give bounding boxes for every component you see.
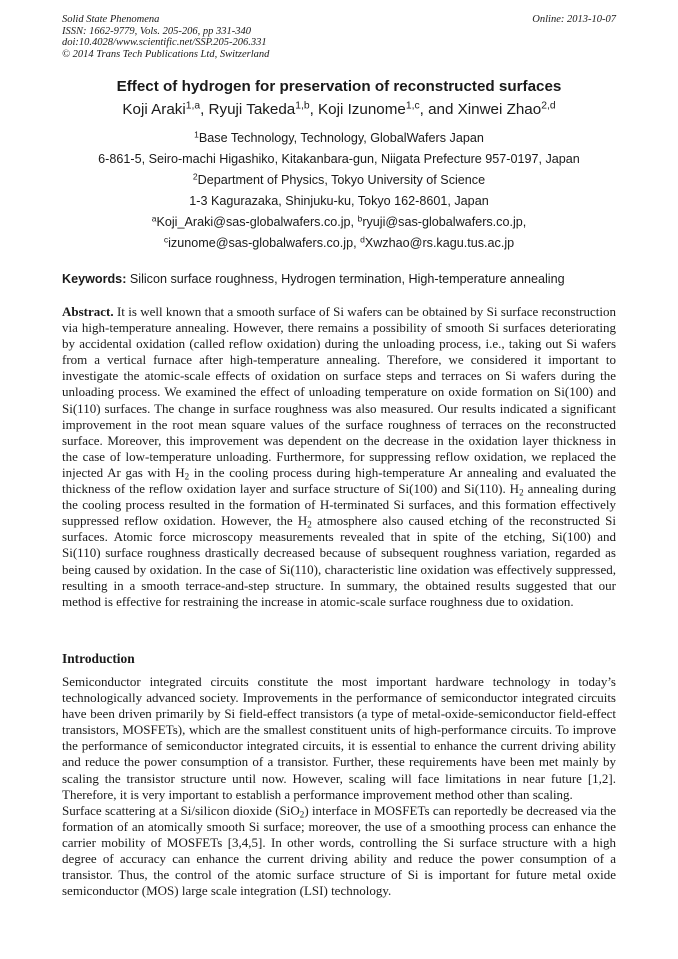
introduction-heading: Introduction <box>62 651 135 666</box>
author-name: Koji Araki <box>122 101 186 118</box>
introduction-section <box>62 674 616 899</box>
author-affiliation-mark: 1,b <box>295 100 310 112</box>
author-name: Ryuji Takeda <box>208 101 296 118</box>
keywords-text: Silicon surface roughness, Hydrogen termination, High-temperature annealing <box>126 272 565 286</box>
email-address: izunome@sas-globalwafers.co.jp, <box>168 236 361 250</box>
abstract-section <box>62 304 616 610</box>
email-address: Koji_Araki@sas-globalwafers.co.jp, <box>156 215 358 229</box>
author-affiliation-mark: 1,a <box>185 100 201 112</box>
abstract-text: atmosphere also caused etching of the reconstructed Si surfaces. Atomic force microscopy measurements revealed that in spite of the etching, Si(100) and Si(110) surface roughness drastically decreased because of subsequent roughness variation, regarded as being caused by oxidation. In the case of Si(110), characteristic line oxidation was effectively suppressed, resulting in a smooth terrace-and-step structure. In summary, the obtained results suggested that our method is effective for restraining the increase in atomic-scale surface roughness due to oxidation. <box>62 513 616 609</box>
subscript: 2 <box>519 487 524 498</box>
email-line-1 <box>0 215 678 229</box>
abstract-label: Abstract. <box>62 304 114 319</box>
email-line-2 <box>0 236 678 250</box>
subscript: 2 <box>307 519 312 530</box>
affiliation-text: Department of Physics, Tokyo University of Science <box>197 173 486 187</box>
abstract-text: in the cooling process during high-temperature Ar annealing and evaluated the thickness of the reflow oxidation layer and surface structure of Si(100) and Si(110). H <box>62 464 616 497</box>
keywords-line <box>62 272 565 286</box>
journal-copyright: © 2014 Trans Tech Publications Ltd, Switzerland <box>62 48 270 60</box>
introduction-paragraph: Semiconductor integrated circuits constitute the most important hardware technology in today’s technologically advanced society. Improvements in the performance of semiconductor integrated circuits have been driven primarily by Si field-effect transistors (a type of metal-oxide-semiconductor field-effect transistors, MOSFETs), which are the smallest constituent units of high-performance circuits. To improve the performance of semiconductor integrated circuits, it is essential to enhance the current driving ability and reduce the power consumption of a transistor. Further, these requirements have been met mainly by scaling the transistor structure until now. However, scaling will face limitations in near future [1,2]. Therefore, it is very important to establish a performance improvement method other than scaling. <box>62 674 616 802</box>
email-address: Xwzhao@rs.kagu.tus.ac.jp <box>364 236 515 250</box>
paper-title: Effect of hydrogen for preservation of reconstructed surfaces <box>116 78 562 95</box>
affiliation-2-name <box>0 173 678 187</box>
journal-header <box>62 14 269 60</box>
subscript: 2 <box>299 809 305 820</box>
journal-issn: ISSN: 1662-9779, Vols. 205-206, pp 331-340 <box>62 25 251 37</box>
author-separator: , <box>200 101 209 118</box>
author-affiliation-mark: 2,d <box>541 100 556 112</box>
email-address: ryuji@sas-globalwafers.co.jp, <box>362 215 527 229</box>
affiliation-mark: 2 <box>192 171 198 182</box>
affiliation-text: Base Technology, Technology, GlobalWafers Japan <box>198 131 484 145</box>
author-name: Xinwei Zhao <box>457 101 542 118</box>
affiliation-1-name <box>0 131 678 145</box>
subscript: 2 <box>184 471 190 482</box>
introduction-text: Surface scattering at a Si/silicon dioxide (SiO <box>62 802 300 818</box>
author-affiliation-mark: 1,c <box>405 100 420 112</box>
abstract-text: It is well known that a smooth surface of Si wafers can be obtained by Si surface reconstruction via high-temperature annealing. However, there remains a possibility of smooth Si surfaces deteriorating by accidental oxidation (called reflow oxidation) during the unloading process, i.e., taking out Si wafers from a vertical furnace after high-temperature annealing. Therefore, we considered it important to investigate the atomic-scale effects of oxidation on surface steps and terraces on Si wafers during the unloading process. We examined the effect of unloading temperature on oxide formation on Si(100) and Si(110) surfaces. The change in surface roughness was also measured. Our results indicated a significant improvement in the root mean square values of the surface roughness of terraces on the reconstructed surface. Moreover, this improvement was dependent on the decrease in the oxidation layer thickness in the case of low-temperature unloading. Furthermore, for suppressing reflow oxidation, we replaced the injected Ar gas with H <box>62 304 616 480</box>
journal-doi: doi:10.4028/www.scientific.net/SSP.205-206.331 <box>62 37 267 48</box>
affiliation-2-address: 1-3 Kagurazaka, Shinjuku-ku, Tokyo 162-8601, Japan <box>189 194 489 208</box>
author-separator: , and <box>419 101 458 118</box>
introduction-text: ) interface in MOSFETs can reportedly be decreased via the formation of an atomically smooth Si surface; moreover, the use of a smoothing process can enhance the carrier mobility of MOSFETs [3,4,5]. In other words, controlling the Si surface structure with a high degree of accuracy can enhance the current driving ability and reduce the power consumption of a transistor. Thus, the control of the atomic surface structure of Si is important for future metal oxide semiconductor (MOS) large scale integration (LSI) technology. <box>62 802 616 899</box>
abstract-paragraph <box>62 304 616 610</box>
email-mark: a <box>151 213 157 224</box>
abstract-text: annealing during the cooling process resulted in the formation of H-terminated Si surfaces, and this formation effectively suppressed reflow oxidation. However, the H <box>62 481 616 529</box>
email-mark: b <box>357 213 363 224</box>
email-mark: d <box>360 234 365 245</box>
introduction-paragraph <box>62 803 616 900</box>
author-list <box>0 101 678 118</box>
journal-name: Solid State Phenomena <box>62 14 160 25</box>
keywords-label: Keywords: <box>62 272 127 286</box>
author-name: Koji Izunome <box>318 101 406 118</box>
affiliation-mark: 1 <box>194 129 199 140</box>
email-mark: c <box>163 234 169 245</box>
affiliation-1-address: 6-861-5, Seiro-machi Higashiko, Kitakanbara-gun, Niigata Prefecture 957-0197, Japan <box>98 152 580 166</box>
online-date: Online: 2013-10-07 <box>532 14 616 25</box>
author-separator: , <box>309 101 319 118</box>
